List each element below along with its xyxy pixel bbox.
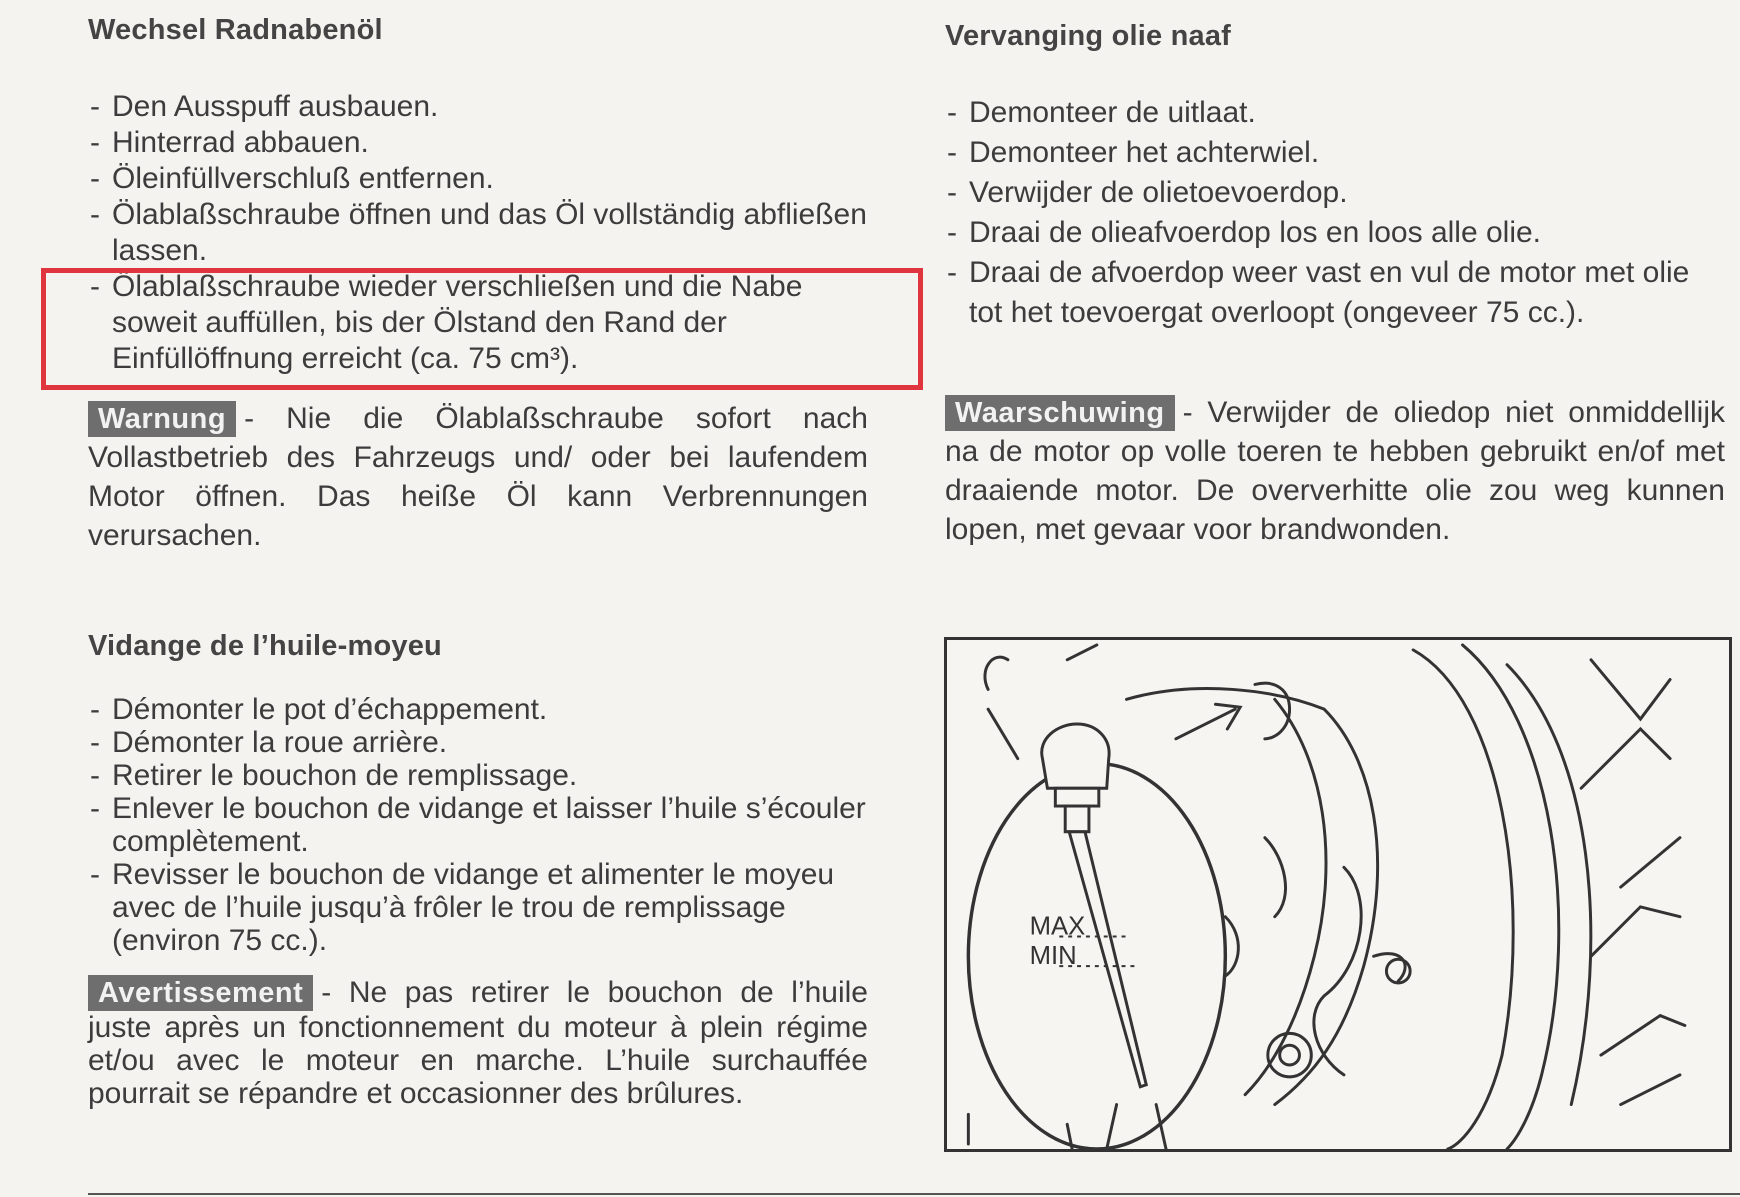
list-item: - Demonteer het achterwiel. — [945, 133, 1725, 173]
warning-text: - Ne pas retirer le bouchon de l’huile juste après un fonctionnement du moteur à plein régime et/ou avec le moteur en marche. L’huile surchauffée pourrait se répandre et occasionner des brûlures. — [88, 976, 868, 1110]
list-item: - Demonteer de uitlaat. — [945, 93, 1725, 133]
list-item: - Démonter la roue arrière. — [88, 726, 868, 759]
list-item: - Démonter le pot d’échappement. — [88, 693, 868, 726]
list-item: - Öleinfüllverschluß entfernen. — [88, 161, 868, 197]
german-heading: Wechsel Radnabenöl — [88, 14, 383, 46]
list-item: - Retirer le bouchon de remplissage. — [88, 759, 868, 792]
french-warning — [88, 975, 868, 1110]
warning-text: - Verwijder de oliedop niet onmiddellijk na de motor op volle toeren te hebben gebruikt en/of met draaiende motor. De oververhitte olie zou weg kunnen lopen, met gevaar voor brandwonden. — [945, 396, 1725, 546]
max-label: MAX — [1029, 912, 1086, 941]
list-item: - Hinterrad abbauen. — [88, 125, 868, 161]
section-french — [88, 630, 868, 1110]
french-steps — [88, 693, 868, 957]
warning-text: - Nie die Ölablaßschraube sofort nach Vollastbetrieb des Fahrzeugs und/ oder bei laufendem Motor öffnen. Das heiße Öl kann Verbrennungen verursachen. — [88, 402, 868, 552]
german-warning — [88, 399, 868, 555]
list-item: - Enlever le bouchon de vidange et laisser l’huile s’écouler complètement. — [88, 792, 868, 858]
list-item: - Verwijder de olietoevoerdop. — [945, 173, 1725, 213]
list-item-highlighted: - Ölablaßschraube wieder verschließen und die Nabe soweit auffüllen, bis der Ölstand den Rand der Einfüllöffnung erreicht (ca. 75 cm³). — [88, 269, 868, 377]
list-item: - Draai de olieafvoerdop los en loos alle olie. — [945, 213, 1725, 253]
min-label: MIN — [1029, 942, 1077, 971]
french-heading: Vidange de l’huile-moyeu — [88, 630, 442, 662]
dutch-heading: Vervanging olie naaf — [945, 20, 1232, 52]
list-item: - Revisser le bouchon de vidange et alimenter le moyeu avec de l’huile jusqu’à frôler le trou de remplissage (environ 75 cc.). — [88, 858, 868, 957]
list-item: - Draai de afvoerdop weer vast en vul de motor met olie tot het toevoergat overloopt (ongeveer 75 cc.). — [945, 253, 1725, 333]
bottom-divider — [88, 1193, 1740, 1195]
dutch-warning — [945, 393, 1725, 549]
warning-badge: Warnung — [88, 401, 236, 437]
highlight-box — [41, 268, 923, 390]
warning-badge: Waarschuwing — [945, 395, 1175, 431]
list-item: - Den Ausspuff ausbauen. — [88, 89, 868, 125]
dutch-steps — [945, 93, 1725, 333]
list-item: - Ölablaßschraube öffnen und das Öl vollständig abfließen lassen. — [88, 197, 868, 269]
warning-badge: Avertissement — [88, 975, 313, 1011]
section-dutch — [945, 20, 1725, 549]
dipstick-illustration — [944, 637, 1732, 1152]
hub-drawing — [947, 640, 1729, 1149]
